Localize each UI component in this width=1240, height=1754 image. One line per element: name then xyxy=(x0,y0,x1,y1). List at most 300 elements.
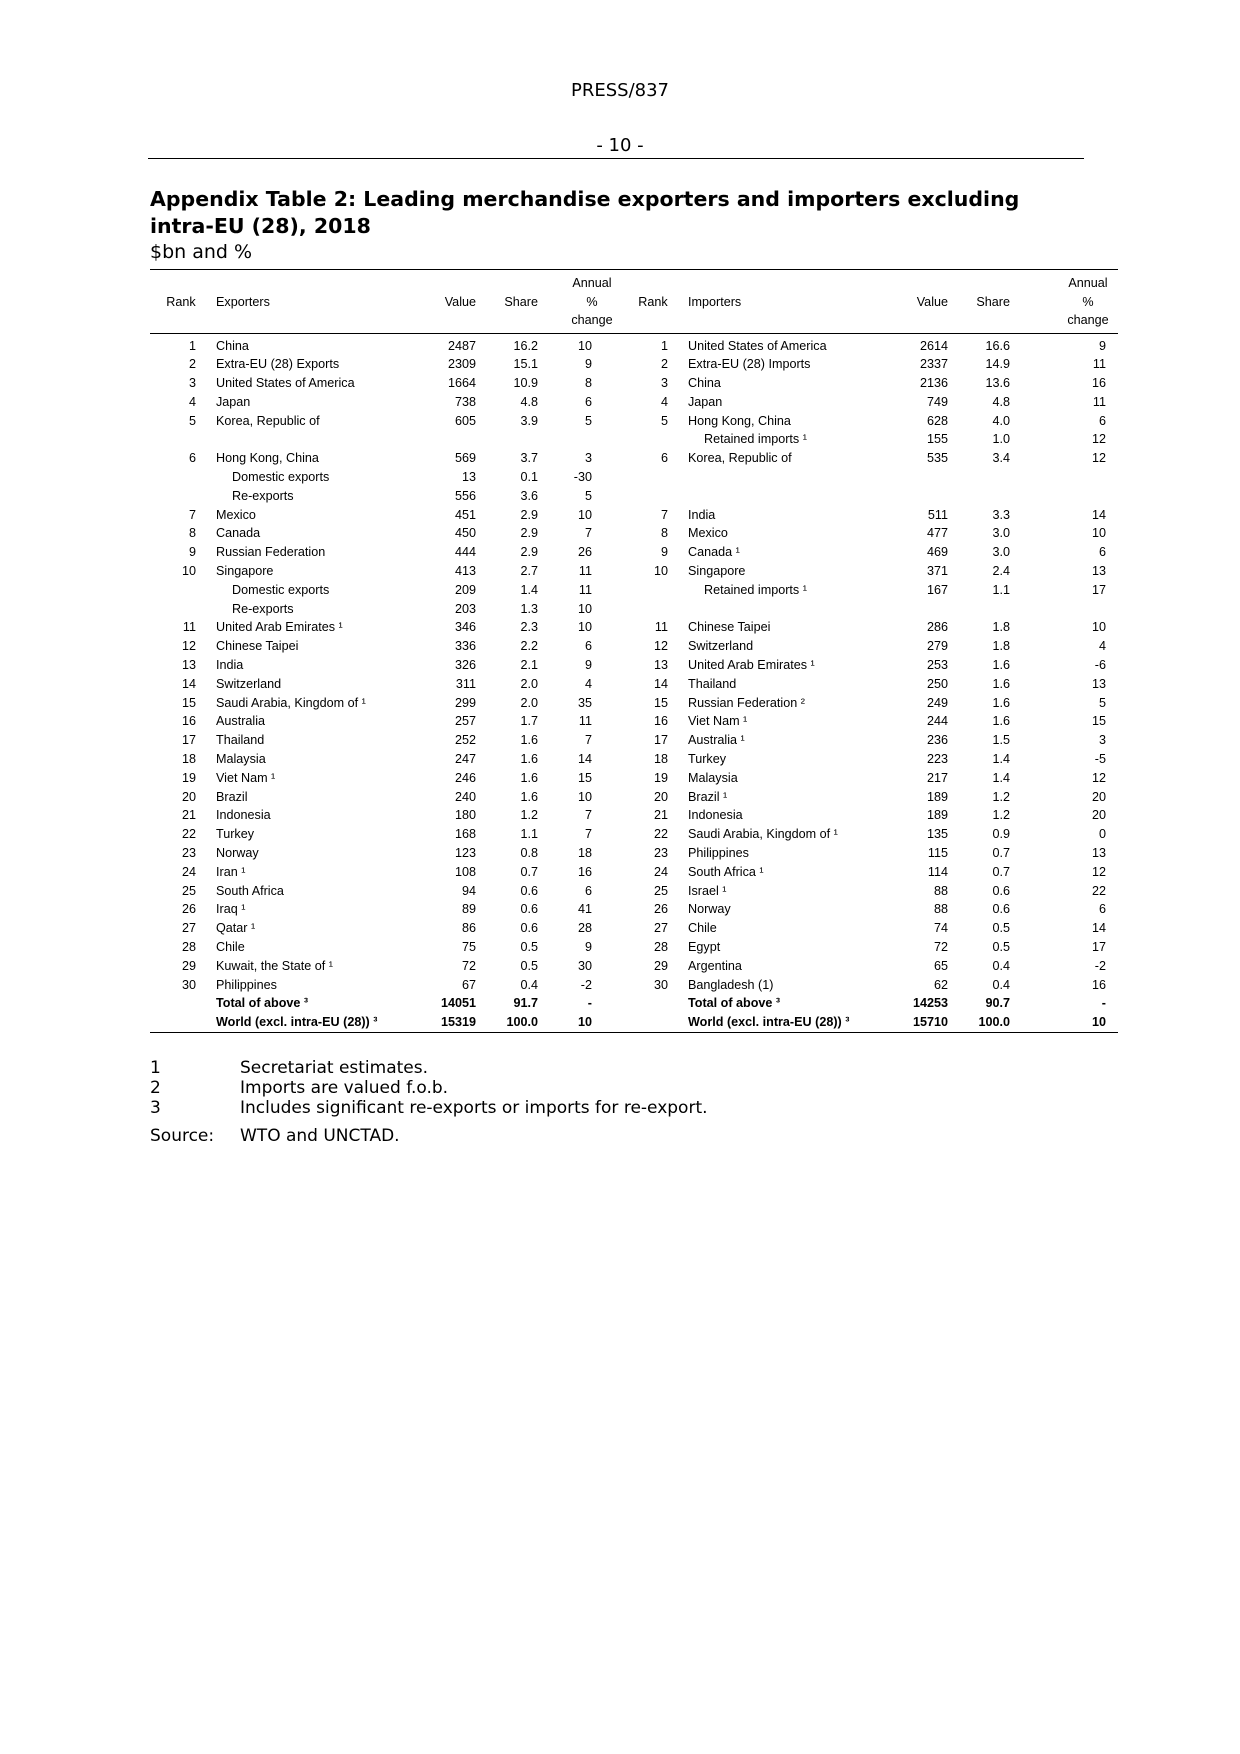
table-row xyxy=(150,976,1118,995)
exp-share: 3.6 xyxy=(520,488,538,503)
imp-value: 2614 xyxy=(919,338,948,353)
imp-value: 749 xyxy=(926,394,948,409)
imp-value: 250 xyxy=(926,676,948,691)
imp-change: 10 xyxy=(1091,526,1106,541)
imp-rank: 4 xyxy=(660,394,668,409)
imp-value xyxy=(880,600,952,619)
table-unit: $bn and % xyxy=(150,241,253,263)
exp-name: Qatar ¹ xyxy=(216,921,256,936)
exp-change: -2 xyxy=(580,977,592,992)
exp-value: 203 xyxy=(454,601,476,616)
exp-rank: 16 xyxy=(181,714,196,729)
col-change-line2: % xyxy=(586,294,598,309)
imp-name: Japan xyxy=(688,394,723,409)
table-row xyxy=(150,788,1118,807)
exp-change: 10 xyxy=(577,601,592,616)
table-row xyxy=(150,618,1118,637)
exp-value: 123 xyxy=(454,846,476,861)
col-importers: Importers xyxy=(684,270,880,334)
exp-name: Mexico xyxy=(216,507,256,522)
imp-value: 189 xyxy=(926,808,948,823)
imp-rank: 13 xyxy=(653,658,668,673)
imp-change: 12 xyxy=(1091,864,1106,879)
exp-value: 413 xyxy=(454,564,476,579)
exp-rank xyxy=(150,487,212,506)
imp-share: 1.6 xyxy=(992,695,1010,710)
imp-value: 286 xyxy=(926,620,948,635)
exp-rank: 30 xyxy=(181,977,196,992)
table-row xyxy=(150,938,1118,957)
table-total-row xyxy=(150,1013,1118,1032)
imp-change xyxy=(1014,468,1118,487)
exp-rank xyxy=(150,430,212,449)
exp-name: Canada xyxy=(216,526,261,541)
exp-name: United States of America xyxy=(216,376,355,391)
imp-change: 0 xyxy=(1098,827,1106,842)
imp-rank: 22 xyxy=(653,827,668,842)
imp-name: India xyxy=(688,507,716,522)
exp-rank: 24 xyxy=(181,864,196,879)
imp-rank: 11 xyxy=(654,620,668,635)
exp-share: 1.6 xyxy=(520,789,538,804)
table-total-row xyxy=(150,994,1118,1013)
imp-rank: 12 xyxy=(653,639,668,654)
imp-change: 16 xyxy=(1091,376,1106,391)
source-note xyxy=(150,1126,400,1146)
imp-name: Australia ¹ xyxy=(688,733,745,748)
col-value-importers: Value xyxy=(880,270,952,334)
imp-share: 1.6 xyxy=(992,658,1010,673)
exp-name: Philippines xyxy=(216,977,277,992)
imp-rank: 14 xyxy=(653,676,668,691)
imp-rank: 15 xyxy=(653,695,668,710)
exp-value: 246 xyxy=(454,770,476,785)
exp-change: 4 xyxy=(584,676,592,691)
imp-name: China xyxy=(688,376,721,391)
table-row xyxy=(150,769,1118,788)
imp-value: 72 xyxy=(933,940,948,954)
exp-change: 26 xyxy=(577,545,592,560)
exp-rank: 22 xyxy=(181,827,196,842)
imp-share: 100.0 xyxy=(952,1013,1014,1032)
exp-name: Re-exports xyxy=(232,601,294,616)
imp-name: World (excl. intra-EU (28)) ³ xyxy=(684,1013,880,1032)
col-share-importers: Share xyxy=(952,270,1014,334)
table-row xyxy=(150,957,1118,976)
imp-name: Viet Nam ¹ xyxy=(688,714,748,729)
exp-value: 72 xyxy=(461,958,476,973)
table-row xyxy=(150,844,1118,863)
imp-name: Hong Kong, China xyxy=(688,413,791,428)
col-change-line2: % xyxy=(1082,294,1094,309)
exp-rank: 20 xyxy=(181,789,196,804)
imp-share: 1.4 xyxy=(992,752,1010,767)
exp-rank: 6 xyxy=(188,451,196,466)
imp-value: 115 xyxy=(927,846,948,861)
imp-rank: 29 xyxy=(653,958,668,973)
exp-change: 6 xyxy=(584,639,592,654)
col-change-line1: Annual xyxy=(572,276,612,290)
exp-name: South Africa xyxy=(216,883,284,898)
imp-change: 14 xyxy=(1091,921,1106,936)
footnote-text: Secretariat estimates. xyxy=(240,1058,429,1078)
exp-change: 11 xyxy=(578,714,592,729)
table-row xyxy=(150,600,1118,619)
imp-share: 4.8 xyxy=(992,394,1010,409)
imp-name: Russian Federation ² xyxy=(688,695,805,710)
imp-value: 253 xyxy=(926,658,948,673)
exp-value: 86 xyxy=(461,921,476,936)
exp-name: Japan xyxy=(216,394,251,409)
imp-name xyxy=(684,468,880,487)
imp-value: 217 xyxy=(926,770,948,785)
exp-value: 168 xyxy=(454,827,476,842)
col-share-exporters: Share xyxy=(480,270,542,334)
imp-change: 20 xyxy=(1091,789,1106,804)
exp-change: 6 xyxy=(584,883,592,898)
imp-share: 0.6 xyxy=(992,883,1010,898)
exp-rank xyxy=(150,994,212,1013)
imp-share: 0.4 xyxy=(992,977,1010,992)
exp-rank: 14 xyxy=(181,676,196,691)
exp-value: 75 xyxy=(461,940,476,954)
exp-name: India xyxy=(216,658,244,673)
imp-name: Singapore xyxy=(688,564,746,579)
imp-rank xyxy=(622,581,684,600)
imp-value: 74 xyxy=(933,921,948,936)
imp-change: 6 xyxy=(1098,413,1106,428)
imp-share xyxy=(952,600,1014,619)
exp-name: Malaysia xyxy=(216,752,266,767)
imp-rank: 5 xyxy=(660,413,668,428)
exp-name: Saudi Arabia, Kingdom of ¹ xyxy=(216,695,366,710)
exp-change: -30 xyxy=(573,470,592,485)
imp-name: Retained imports ¹ xyxy=(704,582,807,597)
exp-value: 2309 xyxy=(447,357,476,372)
table-title: Appendix Table 2: Leading merchandise exporters and importers excluding intra-EU (28), 2018 xyxy=(150,187,1020,238)
exp-rank xyxy=(150,581,212,600)
exp-name: Domestic exports xyxy=(232,470,330,485)
imp-value xyxy=(880,487,952,506)
exp-name: Hong Kong, China xyxy=(216,451,319,466)
imp-value: 189 xyxy=(926,789,948,804)
exp-share: 1.1 xyxy=(520,827,538,842)
exp-change: 15 xyxy=(577,770,592,785)
table-row xyxy=(150,524,1118,543)
exp-name: China xyxy=(216,338,249,353)
imp-share: 0.5 xyxy=(992,940,1010,954)
table-row xyxy=(150,863,1118,882)
imp-share: 0.7 xyxy=(992,846,1010,861)
exp-share xyxy=(480,430,542,449)
imp-change: 6 xyxy=(1098,902,1106,917)
exp-change: 41 xyxy=(577,902,592,917)
exp-share: 1.2 xyxy=(520,808,538,823)
table-row xyxy=(150,581,1118,600)
imp-value: 135 xyxy=(926,827,948,842)
exp-name: Re-exports xyxy=(232,488,294,503)
imp-share: 1.8 xyxy=(992,620,1010,635)
table-row xyxy=(150,449,1118,468)
imp-value: 535 xyxy=(926,451,948,466)
exp-share: 2.1 xyxy=(520,658,538,673)
exp-value: 94 xyxy=(461,883,476,898)
exp-rank: 4 xyxy=(188,394,196,409)
imp-name xyxy=(684,600,880,619)
imp-change: 10 xyxy=(1091,620,1106,635)
imp-share: 0.7 xyxy=(992,864,1010,879)
exp-value: 14051 xyxy=(440,996,476,1011)
imp-value: 511 xyxy=(927,507,948,522)
imp-value: 223 xyxy=(926,752,948,767)
imp-value: 469 xyxy=(926,545,948,560)
imp-rank xyxy=(622,994,684,1013)
exp-share: 100.0 xyxy=(480,1013,542,1032)
imp-name: Norway xyxy=(688,902,731,917)
imp-share: 1.2 xyxy=(992,808,1010,823)
imp-share: 1.8 xyxy=(992,639,1010,654)
imp-change: 22 xyxy=(1091,883,1106,898)
table-row xyxy=(150,806,1118,825)
table-row xyxy=(150,430,1118,449)
exp-change: 7 xyxy=(584,526,592,541)
imp-rank xyxy=(622,600,684,619)
imp-change: 14 xyxy=(1091,507,1106,522)
exp-change: 9 xyxy=(584,658,592,673)
imp-share: 0.6 xyxy=(992,902,1010,917)
table-row xyxy=(150,656,1118,675)
exp-name: Chinese Taipei xyxy=(216,639,299,654)
table-row xyxy=(150,882,1118,901)
imp-change: 3 xyxy=(1098,733,1106,748)
source-label: Source: xyxy=(150,1126,215,1146)
imp-change: 16 xyxy=(1091,977,1106,992)
exp-value: 346 xyxy=(454,620,476,635)
imp-rank: 27 xyxy=(653,921,668,936)
table-row xyxy=(150,333,1118,355)
imp-rank: 19 xyxy=(653,770,668,785)
exp-rank: 1 xyxy=(188,338,196,353)
table-row xyxy=(150,825,1118,844)
exp-change: 16 xyxy=(577,864,592,879)
exp-value: 556 xyxy=(454,488,476,503)
exp-rank: 3 xyxy=(188,376,196,391)
imp-change: 12 xyxy=(1091,451,1106,466)
exp-share: 0.5 xyxy=(520,940,538,954)
imp-share: 1.6 xyxy=(992,676,1010,691)
table-header-row xyxy=(150,270,1118,334)
exp-name: Thailand xyxy=(216,733,265,748)
exp-change: 28 xyxy=(577,921,592,936)
exp-rank xyxy=(150,1013,212,1032)
imp-change: 4 xyxy=(1098,639,1106,654)
imp-share xyxy=(952,487,1014,506)
footnote-text: Imports are valued f.o.b. xyxy=(240,1078,449,1098)
imp-name: Extra-EU (28) Imports xyxy=(688,357,811,372)
imp-value: 167 xyxy=(926,582,948,597)
exp-name: Singapore xyxy=(216,564,274,579)
imp-change: 13 xyxy=(1091,846,1106,861)
exp-name: Turkey xyxy=(216,827,255,842)
imp-name: United Arab Emirates ¹ xyxy=(688,658,815,673)
imp-rank: 21 xyxy=(653,808,668,823)
exp-change: 9 xyxy=(584,940,592,954)
exp-name: World (excl. intra-EU (28)) ³ xyxy=(212,1013,408,1032)
exp-change: 7 xyxy=(584,808,592,823)
col-rank-exporters: Rank xyxy=(150,270,212,334)
exp-name: Chile xyxy=(216,940,245,954)
exp-rank: 12 xyxy=(181,639,196,654)
exp-change: 14 xyxy=(577,752,592,767)
exp-share: 2.9 xyxy=(520,507,538,522)
exp-rank: 11 xyxy=(182,620,196,635)
exp-rank: 10 xyxy=(181,564,196,579)
imp-share: 1.4 xyxy=(992,770,1010,785)
imp-name: Thailand xyxy=(688,676,737,691)
imp-rank: 26 xyxy=(653,902,668,917)
exp-rank: 7 xyxy=(188,507,196,522)
table-row xyxy=(150,900,1118,919)
imp-share: 14.9 xyxy=(985,357,1010,372)
exp-rank: 25 xyxy=(181,883,196,898)
exp-value: 738 xyxy=(454,394,476,409)
imp-rank: 28 xyxy=(653,940,668,954)
imp-change: 15 xyxy=(1091,714,1106,729)
source-text: WTO and UNCTAD. xyxy=(240,1126,400,1146)
exp-name: Total of above ³ xyxy=(216,996,309,1011)
imp-rank: 10 xyxy=(653,564,668,579)
exp-share: 1.3 xyxy=(520,601,538,616)
imp-name: Chile xyxy=(688,921,717,936)
exp-change: 5 xyxy=(584,488,592,503)
imp-value: 14253 xyxy=(912,996,948,1011)
exp-rank: 5 xyxy=(188,413,196,428)
exp-share: 2.3 xyxy=(520,620,538,635)
exp-name: United Arab Emirates ¹ xyxy=(216,620,343,635)
exp-value: 451 xyxy=(454,507,476,522)
table-row xyxy=(150,712,1118,731)
imp-value: 249 xyxy=(926,695,948,710)
exp-change: 6 xyxy=(584,394,592,409)
exp-share: 0.4 xyxy=(520,977,538,992)
imp-rank: 7 xyxy=(660,507,668,522)
exp-share: 1.6 xyxy=(520,752,538,767)
col-change-line3: change xyxy=(571,313,613,327)
imp-share: 13.6 xyxy=(985,376,1010,391)
table-row xyxy=(150,694,1118,713)
exp-name: Iran ¹ xyxy=(216,864,246,879)
exp-rank: 13 xyxy=(181,658,196,673)
exp-value: 1664 xyxy=(447,376,476,391)
exp-share: 2.7 xyxy=(520,564,538,579)
imp-share: 0.5 xyxy=(992,921,1010,936)
exp-rank: 19 xyxy=(181,770,196,785)
table-row xyxy=(150,487,1118,506)
exp-change: 10 xyxy=(577,507,592,522)
exp-rank: 15 xyxy=(181,695,196,710)
exp-rank: 2 xyxy=(188,357,196,372)
col-change-line3: change xyxy=(1067,313,1109,327)
exp-value: 2487 xyxy=(447,338,476,353)
exp-share: 0.7 xyxy=(520,864,538,879)
exp-share: 2.0 xyxy=(520,676,538,691)
exp-change: 5 xyxy=(584,413,592,428)
exp-rank: 8 xyxy=(188,526,196,541)
exp-name xyxy=(212,430,408,449)
exp-change: 8 xyxy=(584,376,592,391)
exp-change: - xyxy=(587,996,592,1011)
col-change-exporters xyxy=(542,270,622,334)
exp-name: Australia xyxy=(216,714,265,729)
imp-change: - xyxy=(1101,996,1106,1011)
imp-value xyxy=(880,468,952,487)
exp-name: Norway xyxy=(216,846,259,861)
table-row xyxy=(150,393,1118,412)
table-row xyxy=(150,919,1118,938)
imp-change: 6 xyxy=(1098,545,1106,560)
imp-rank: 1 xyxy=(660,338,668,353)
exp-value: 240 xyxy=(454,789,476,804)
exp-share: 3.9 xyxy=(520,413,538,428)
imp-share: 1.2 xyxy=(992,789,1010,804)
table-row xyxy=(150,543,1118,562)
imp-change: 9 xyxy=(1098,338,1106,353)
imp-name: Philippines xyxy=(688,846,749,861)
imp-value: 88 xyxy=(933,883,948,898)
exp-rank: 17 xyxy=(181,733,196,748)
imp-rank: 18 xyxy=(653,752,668,767)
col-value-exporters: Value xyxy=(408,270,480,334)
exp-share: 0.5 xyxy=(520,958,538,973)
exp-name: Switzerland xyxy=(216,676,282,691)
imp-change xyxy=(1014,600,1118,619)
imp-change: -5 xyxy=(1094,752,1106,767)
imp-change: -6 xyxy=(1094,658,1106,673)
imp-name: Brazil ¹ xyxy=(688,789,728,804)
imp-change: 13 xyxy=(1091,676,1106,691)
imp-value: 371 xyxy=(926,564,948,579)
imp-name: Mexico xyxy=(688,526,728,541)
exp-share: 2.2 xyxy=(520,639,538,654)
imp-value: 628 xyxy=(926,413,948,428)
exp-change: 10 xyxy=(577,338,592,353)
exp-value: 569 xyxy=(454,451,476,466)
exp-share: 4.8 xyxy=(520,394,538,409)
exp-share: 0.6 xyxy=(520,902,538,917)
imp-name: Turkey xyxy=(688,752,727,767)
exp-value: 444 xyxy=(454,545,476,560)
exp-rank: 29 xyxy=(181,958,196,973)
imp-name: Total of above ³ xyxy=(688,996,781,1011)
imp-share: 3.3 xyxy=(992,507,1010,522)
exp-share: 2.0 xyxy=(520,695,538,710)
footnote-1 xyxy=(150,1058,428,1078)
imp-change: 11 xyxy=(1092,394,1106,409)
exp-share: 1.6 xyxy=(520,733,538,748)
imp-value: 155 xyxy=(926,432,948,447)
imp-change: 10 xyxy=(1014,1013,1118,1032)
page-number: - 10 - xyxy=(596,135,644,156)
document-id: PRESS/837 xyxy=(570,80,669,101)
table-row xyxy=(150,412,1118,431)
exp-change: 7 xyxy=(584,733,592,748)
exp-change: 10 xyxy=(577,789,592,804)
imp-change: 17 xyxy=(1091,940,1106,954)
table-row xyxy=(150,374,1118,393)
exp-value: 67 xyxy=(461,977,476,992)
imp-value: 477 xyxy=(926,526,948,541)
imp-share: 0.4 xyxy=(992,958,1010,973)
